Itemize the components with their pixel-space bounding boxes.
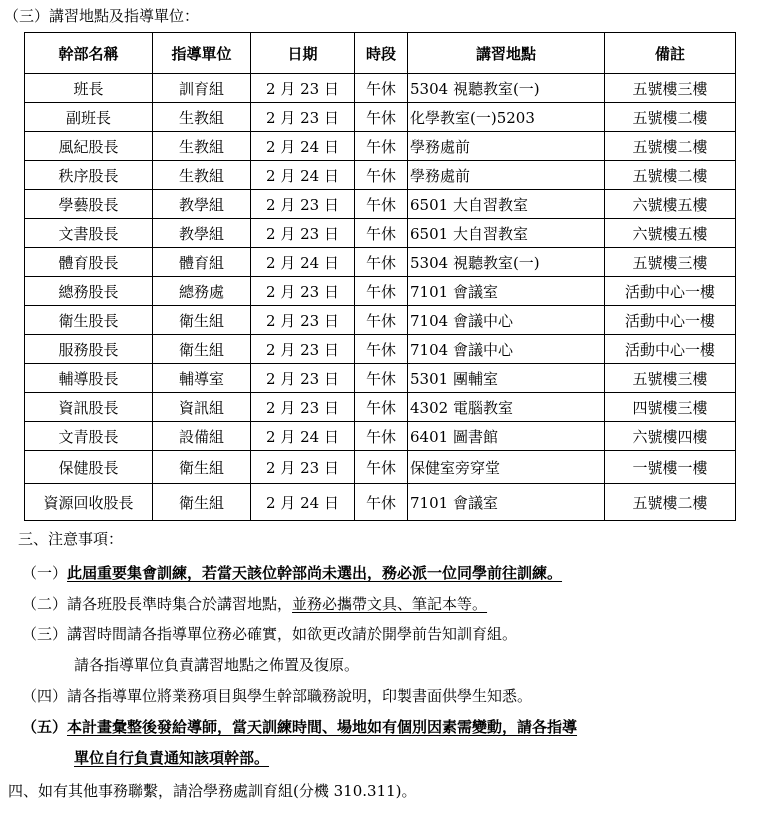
header-location: 講習地點 [408,33,605,74]
cell-date: 2 月 24 日 [251,161,355,190]
cell-unit: 體育組 [153,248,251,277]
cell-unit: 輔導室 [153,364,251,393]
cell-location: 5301 團輔室 [408,364,605,393]
cell-unit: 教學組 [153,190,251,219]
header-cadre: 幹部名稱 [25,33,153,74]
note-5-label: （五） [22,718,68,736]
cell-location: 7104 會議中心 [408,335,605,364]
cell-date: 2 月 23 日 [251,190,355,219]
note-2 [22,593,487,615]
table-row [25,161,736,190]
cell-cadre: 學藝股長 [25,190,153,219]
cell-cadre: 保健股長 [25,451,153,484]
cell-cadre: 副班長 [25,103,153,132]
cell-date: 2 月 23 日 [251,103,355,132]
cell-period: 午休 [355,451,408,484]
table-row [25,248,736,277]
note-4-label: （四） [22,687,68,705]
cell-unit: 衛生組 [153,451,251,484]
cell-location: 6501 大自習教室 [408,190,605,219]
table-row [25,364,736,393]
cell-date: 2 月 23 日 [251,364,355,393]
note-3 [22,623,517,645]
cell-period: 午休 [355,484,408,521]
cell-unit: 教學組 [153,219,251,248]
cell-cadre: 輔導股長 [25,364,153,393]
note-2-text-a: 請各班股長準時集合於講習地點， [67,595,293,613]
note-1 [22,562,562,584]
cell-date: 2 月 23 日 [251,451,355,484]
cell-period: 午休 [355,74,408,103]
note-2-text-b: 並務必攜帶文具、筆記本等。 [292,595,488,613]
cell-cadre: 文青股長 [25,422,153,451]
cell-location: 4302 電腦教室 [408,393,605,422]
cell-remark: 五號樓二樓 [605,161,736,190]
cell-remark: 活動中心一樓 [605,335,736,364]
cell-remark: 五號樓二樓 [605,484,736,521]
cell-period: 午休 [355,248,408,277]
note-5-continued: 單位自行負責通知該項幹部。 [74,749,270,767]
cell-cadre: 秩序股長 [25,161,153,190]
note-4-text: 請各指導單位將業務項目與學生幹部職務說明，印製書面供學生知悉。 [67,687,533,705]
table-row [25,335,736,364]
table-row [25,306,736,335]
cell-remark: 六號樓五樓 [605,219,736,248]
cell-cadre: 體育股長 [25,248,153,277]
table-row [25,190,736,219]
cell-date: 2 月 24 日 [251,484,355,521]
cell-cadre: 資源回收股長 [25,484,153,521]
cell-period: 午休 [355,335,408,364]
cell-remark: 五號樓三樓 [605,364,736,393]
header-date: 日期 [251,33,355,74]
header-unit: 指導單位 [153,33,251,74]
table-row [25,219,736,248]
notes-title: 三、注意事項： [18,530,124,548]
table-row [25,277,736,306]
note-1-label: （一） [22,564,68,582]
cell-unit: 設備組 [153,422,251,451]
schedule-table [24,32,736,521]
cell-cadre: 文書股長 [25,219,153,248]
cell-remark: 六號樓五樓 [605,190,736,219]
cell-period: 午休 [355,190,408,219]
cell-period: 午休 [355,364,408,393]
cell-period: 午休 [355,306,408,335]
cell-remark: 五號樓三樓 [605,248,736,277]
cell-cadre: 服務股長 [25,335,153,364]
cell-unit: 總務處 [153,277,251,306]
section-4-contact: 四、如有其他事務聯繫，請洽學務處訓育組(分機 310.311)。 [8,782,417,800]
cell-unit: 衛生組 [153,335,251,364]
table-row [25,422,736,451]
cell-cadre: 衛生股長 [25,306,153,335]
cell-unit: 生教組 [153,161,251,190]
table-row [25,74,736,103]
cell-location: 學務處前 [408,161,605,190]
note-3-continued: 請各指導單位負責講習地點之佈置及復原。 [74,656,360,674]
cell-date: 2 月 24 日 [251,422,355,451]
cell-period: 午休 [355,393,408,422]
cell-cadre: 總務股長 [25,277,153,306]
cell-remark: 五號樓二樓 [605,103,736,132]
note-3-text: 講習時間請各指導單位務必確實，如欲更改請於開學前告知訓育組。 [67,625,518,643]
note-1-text: 此屆重要集會訓練，若當天該位幹部尚未選出，務必派一位同學前往訓練。 [67,564,563,582]
table-header-row [25,33,736,74]
cell-location: 6401 圖書館 [408,422,605,451]
cell-remark: 活動中心一樓 [605,277,736,306]
cell-location: 7101 會議室 [408,277,605,306]
cell-period: 午休 [355,161,408,190]
cell-date: 2 月 23 日 [251,219,355,248]
cell-unit: 衛生組 [153,484,251,521]
cell-location: 7101 會議室 [408,484,605,521]
cell-unit: 訓育組 [153,74,251,103]
cell-unit: 資訊組 [153,393,251,422]
cell-date: 2 月 23 日 [251,277,355,306]
cell-date: 2 月 23 日 [251,335,355,364]
cell-cadre: 風紀股長 [25,132,153,161]
cell-location: 6501 大自習教室 [408,219,605,248]
cell-date: 2 月 23 日 [251,393,355,422]
cell-period: 午休 [355,422,408,451]
header-period: 時段 [355,33,408,74]
note-5-text: 本計畫彙整後發給導師，當天訓練時間、場地如有個別因素需變動，請各指導 [67,718,578,736]
section-3-title: （三）講習地點及指導單位： [4,7,200,25]
cell-period: 午休 [355,219,408,248]
table-row [25,132,736,161]
note-2-label: （二） [22,595,68,613]
cell-date: 2 月 24 日 [251,248,355,277]
cell-unit: 生教組 [153,132,251,161]
cell-cadre: 資訊股長 [25,393,153,422]
table-row [25,451,736,484]
cell-unit: 衛生組 [153,306,251,335]
cell-remark: 四號樓三樓 [605,393,736,422]
cell-location: 學務處前 [408,132,605,161]
table-row [25,103,736,132]
header-remark: 備註 [605,33,736,74]
cell-date: 2 月 23 日 [251,74,355,103]
note-3-label: （三） [22,625,68,643]
cell-location: 7104 會議中心 [408,306,605,335]
cell-remark: 一號樓一樓 [605,451,736,484]
table-row [25,484,736,521]
table-row [25,393,736,422]
cell-remark: 五號樓三樓 [605,74,736,103]
note-5 [22,716,577,738]
cell-remark: 活動中心一樓 [605,306,736,335]
note-4 [22,685,532,707]
cell-location: 保健室旁穿堂 [408,451,605,484]
cell-location: 5304 視聽教室(一) [408,74,605,103]
cell-date: 2 月 24 日 [251,132,355,161]
cell-date: 2 月 23 日 [251,306,355,335]
cell-period: 午休 [355,103,408,132]
cell-period: 午休 [355,132,408,161]
cell-period: 午休 [355,277,408,306]
cell-unit: 生教組 [153,103,251,132]
cell-remark: 五號樓二樓 [605,132,736,161]
cell-remark: 六號樓四樓 [605,422,736,451]
cell-cadre: 班長 [25,74,153,103]
cell-location: 5304 視聽教室(一) [408,248,605,277]
cell-location: 化學教室(一)5203 [408,103,605,132]
table-body [25,74,736,521]
